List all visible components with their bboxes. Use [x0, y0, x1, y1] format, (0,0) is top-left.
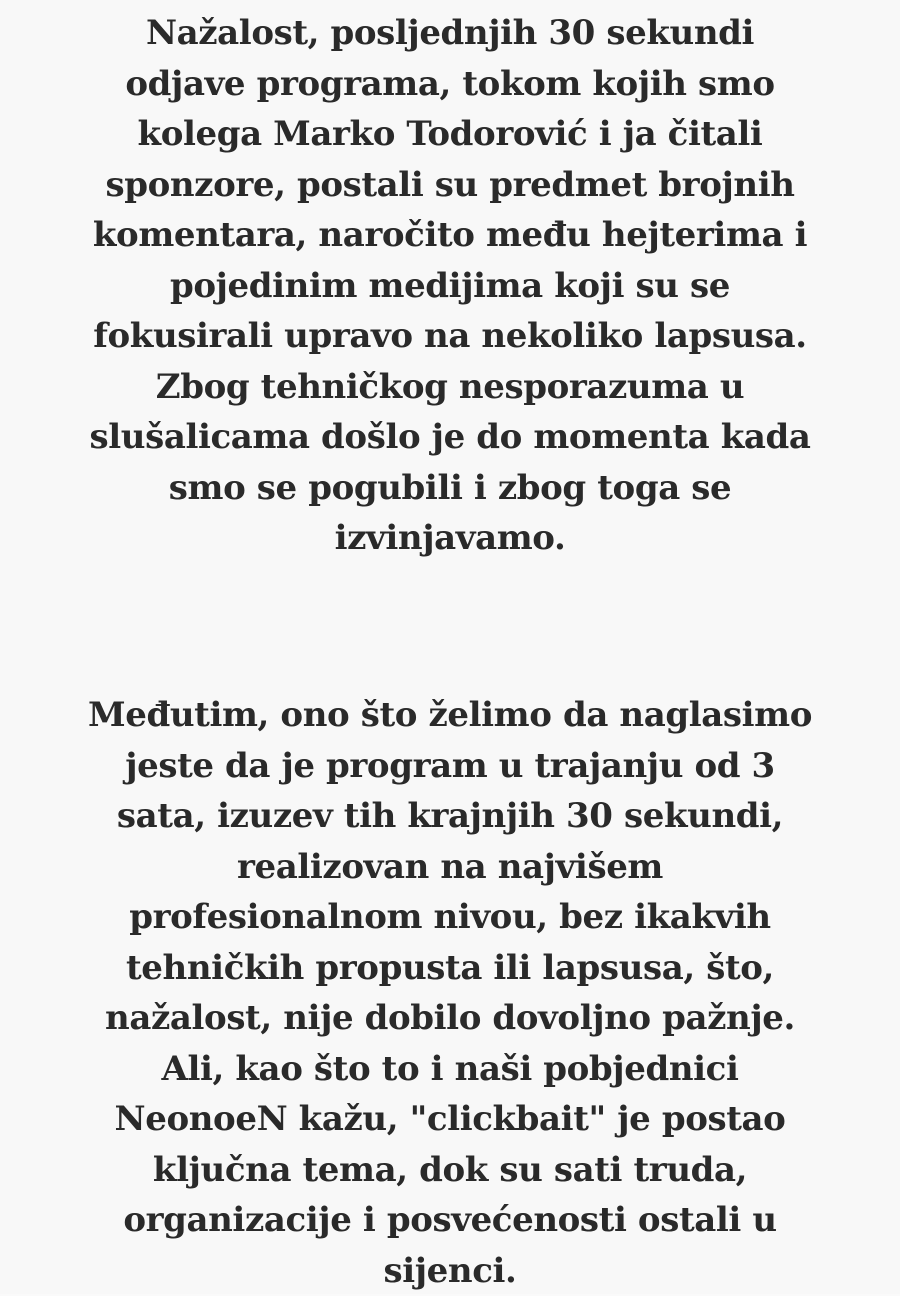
paragraph-line: profesionalnom nivou, bez ikakvih [40, 892, 860, 943]
paragraph-line: Nažalost, posljednjih 30 sekundi [40, 8, 860, 59]
paragraph-line: Ali, kao što to i naši pobjednici [40, 1044, 860, 1095]
paragraph-line: izvinjavamo. [40, 513, 860, 564]
statement-paragraph-apology [40, 8, 860, 564]
paragraph-line: fokusirali upravo na nekoliko lapsusa. [40, 311, 860, 362]
paragraph-line: komentara, naročito među hejterima i [40, 210, 860, 261]
paragraph-line: Zbog tehničkog nesporazuma u [40, 362, 860, 413]
paragraph-line: pojedinim medijima koji su se [40, 261, 860, 312]
paragraph-line: slušalicama došlo je do momenta kada [40, 412, 860, 463]
paragraph-line: tehničkih propusta ili lapsusa, što, [40, 943, 860, 994]
paragraph-line: Međutim, ono što želimo da naglasimo [40, 690, 860, 741]
paragraph-line: NeonoeN kažu, "clickbait" je postao [40, 1094, 860, 1145]
paragraph-line: jeste da je program u trajanju od 3 [40, 741, 860, 792]
paragraph-line: sponzore, postali su predmet brojnih [40, 160, 860, 211]
paragraph-line: sata, izuzev tih krajnjih 30 sekundi, [40, 791, 860, 842]
paragraph-line: organizacije i posvećenosti ostali u [40, 1195, 860, 1246]
paragraph-line: realizovan na najvišem [40, 842, 860, 893]
paragraph-line: nažalost, nije dobilo dovoljno pažnje. [40, 993, 860, 1044]
paragraph-line: ključna tema, dok su sati truda, [40, 1145, 860, 1196]
statement-paragraph-clarification [40, 690, 860, 1296]
paragraph-line: smo se pogubili i zbog toga se [40, 463, 860, 514]
paragraph-line: kolega Marko Todorović i ja čitali [40, 109, 860, 160]
paragraph-line: sijenci. [40, 1246, 860, 1296]
paragraph-line: odjave programa, tokom kojih smo [40, 59, 860, 110]
